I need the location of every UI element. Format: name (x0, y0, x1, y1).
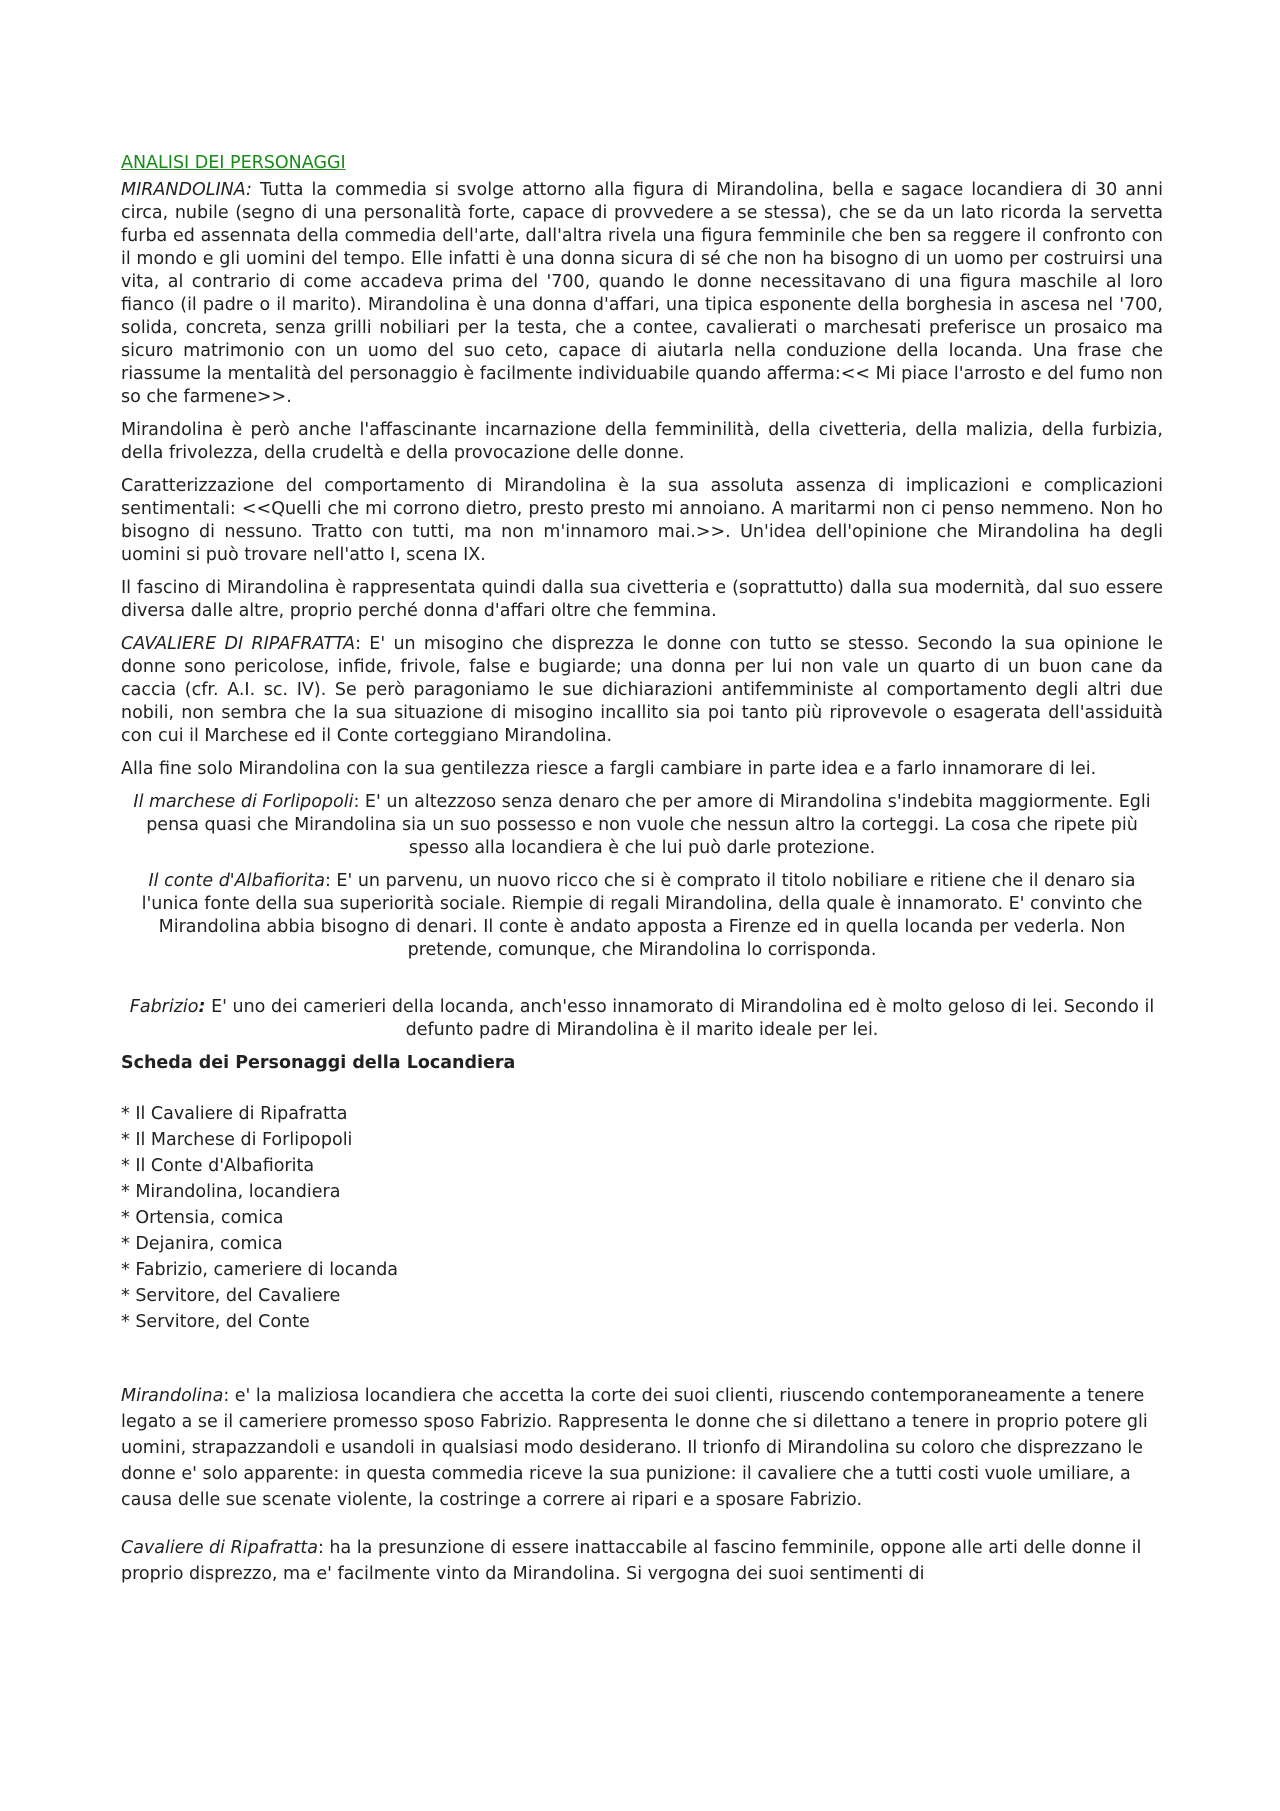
paragraph-fascination: Il fascino di Mirandolina è rappresentata quindi dalla sua civetteria e (soprattutto) dalla sua modernità, dal suo essere diversa dalle altre, proprio perché donna d'affari oltre che femmina. (121, 578, 1163, 621)
list-item: * Servitore, del Conte (121, 1312, 310, 1332)
paragraph-fabrizio (121, 996, 1163, 1042)
description-text: : ha la presunzione di essere inattaccabile al fascino femminile, oppone alle arti delle donne il proprio disprezzo, ma e' facilmente vinto da Mirandolina. Si vergogna dei suoi sentimenti di (121, 1538, 1142, 1584)
section-heading: ANALISI DEI PERSONAGGI (121, 153, 346, 173)
paragraph-text: Tutta la commedia si svolge attorno alla figura di Mirandolina, bella e sagace locandiera di 30 anni circa, nubile (segno di una personalità forte, capace di provvedere a se stessa), che se da un lato ricorda la servetta furba ed assennata della commedia dell'arte, dall'altra rivela una figura femminile che ben sa reggere il confronto con il mondo e gli uomini del tempo. Elle infatti è una donna sicura di sé che non ha bisogno di un uomo per costruirsi una vita, al contrario di come accadeva prima del '700, quando le donne necessitavano di una figura maschile al loro fianco (il padre o il marito). Mirandolina è una donna d'affari, una tipica esponente della borghesia in ascesa nel '700, solida, concreta, senza grilli nobiliari per la testa, che a contee, cavalierati o marchesati preferisce un prosaico ma sicuro matrimonio con un uomo del suo ceto, capace di aiutarla nella conduzione della locanda. Una frase che riassume la mentalità del personaggio è facilmente individuabile quando afferma:<< Mi piace l'arrosto e del fumo non so che farmene>>. (121, 180, 1163, 407)
list-item: * Il Cavaliere di Ripafratta (121, 1104, 348, 1124)
document-content (121, 152, 1163, 1609)
paragraph-cavaliere (121, 633, 1163, 748)
spacer (121, 972, 1163, 996)
character-label: Il conte d'Albafiorita (148, 871, 325, 891)
paragraph-mirandolina (121, 179, 1163, 409)
list-item: * Fabrizio, cameriere di locanda (121, 1260, 399, 1280)
paragraph-cavaliere-end: Alla fine solo Mirandolina con la sua gentilezza riesce a fargli cambiare in parte idea e a farlo innamorare di lei. (121, 759, 1097, 779)
description-text: : e' la maliziosa locandiera che accetta la corte dei suoi clienti, riuscendo contemporaneamente a tenere legato a se il cameriere promesso sposo Fabrizio. Rappresenta le donne che si dilettano a tenere in proprio potere gli uomini, strapazzandoli e usandoli in qualsiasi modo desiderano. Il trionfo di Mirandolina su coloro che disprezzano le donne e' solo apparente: in questa commedia riceve la sua punizione: il cavaliere che a tutti costi vuole umiliare, a causa delle sue scenate violente, la costringe a correre ai ripari e a sposare Fabrizio. (121, 1386, 1148, 1510)
spacer (121, 1335, 1163, 1383)
label-colon: : (198, 997, 206, 1017)
paragraph-marchese (121, 791, 1163, 860)
list-item: * Servitore, del Cavaliere (121, 1286, 341, 1306)
character-label: Il marchese di Forlipopoli (133, 792, 354, 812)
character-label: Mirandolina (121, 1386, 224, 1406)
paragraph-behaviour: Caratterizzazione del comportamento di Mirandolina è la sua assoluta assenza di implicazioni e complicazioni sentimentali: <<Quelli che mi corrono dietro, presto presto mi annoiano. A maritarmi non ci penso nemmeno. Non ho bisogno di nessuno. Tratto con tutti, ma non m'innamoro mai.>>. Un'idea dell'opinione che Mirandolina ha degli uomini si può trovare nell'atto I, scena IX. (121, 476, 1163, 565)
paragraph-text: : E' un misogino che disprezza le donne con tutto se stesso. Secondo la sua opinione le donne sono pericolose, infide, frivole, false e bugiarde; una donna per lui non vale un quarto di un buon cane da caccia (cfr. A.I. sc. IV). Se però paragoniamo le sue dichiarazioni antifemministe al comportamento degli altri due nobili, non sembra che la sua situazione di misogino incallito sia poi tanto più riprovevole o esagerata dell'assiduità con cui il Marchese ed il Conte corteggiano Mirandolina. (121, 634, 1163, 746)
description-cavaliere (121, 1535, 1163, 1587)
list-item: * Il Marchese di Forlipopoli (121, 1130, 353, 1150)
description-mirandolina (121, 1383, 1163, 1513)
list-item: * Ortensia, comica (121, 1208, 284, 1228)
paragraph-femininity: Mirandolina è però anche l'affascinante incarnazione della femminilità, della civetteria, della malizia, della furbizia, della frivolezza, della crudeltà e della provocazione delle donne. (121, 420, 1163, 463)
paragraph-text: : E' un parvenu, un nuovo ricco che si è comprato il titolo nobiliare e ritiene che il denaro sia l'unica fonte della sua superiorità sociale. Riempie di regali Mirandolina, della quale è innamorato. E' convinto che Mirandolina abbia bisogno di denari. Il conte è andato apposta a Firenze ed in quella locanda per vederla. Non pretende, comunque, che Mirandolina lo corrisponda. (141, 871, 1143, 960)
centered-block (121, 791, 1163, 1042)
character-label: MIRANDOLINA: (121, 180, 252, 200)
list-item: * Mirandolina, locandiera (121, 1182, 341, 1202)
section-title: Scheda dei Personaggi della Locandiera (121, 1053, 516, 1073)
character-label: Cavaliere di Ripafratta (121, 1538, 318, 1558)
character-list (121, 1101, 1163, 1335)
paragraph-conte (121, 870, 1163, 962)
paragraph-text: E' uno dei camerieri della locanda, anch'esso innamorato di Mirandolina ed è molto geloso di lei. Secondo il defunto padre di Mirandolina è il marito ideale per lei. (205, 997, 1155, 1040)
list-item: * Dejanira, comica (121, 1234, 283, 1254)
character-label: Fabrizio (129, 997, 199, 1017)
character-label: CAVALIERE DI RIPAFRATTA (121, 634, 356, 654)
list-item: * Il Conte d'Albafiorita (121, 1156, 315, 1176)
paragraph-text: : E' un altezzoso senza denaro che per amore di Mirandolina s'indebita maggiormente. Egli pensa quasi che Mirandolina sia un suo possesso e non vuole che nessun altro la corteggi. La cosa che ripete più spesso alla locandiera è che lui può darle protezione. (146, 792, 1151, 858)
